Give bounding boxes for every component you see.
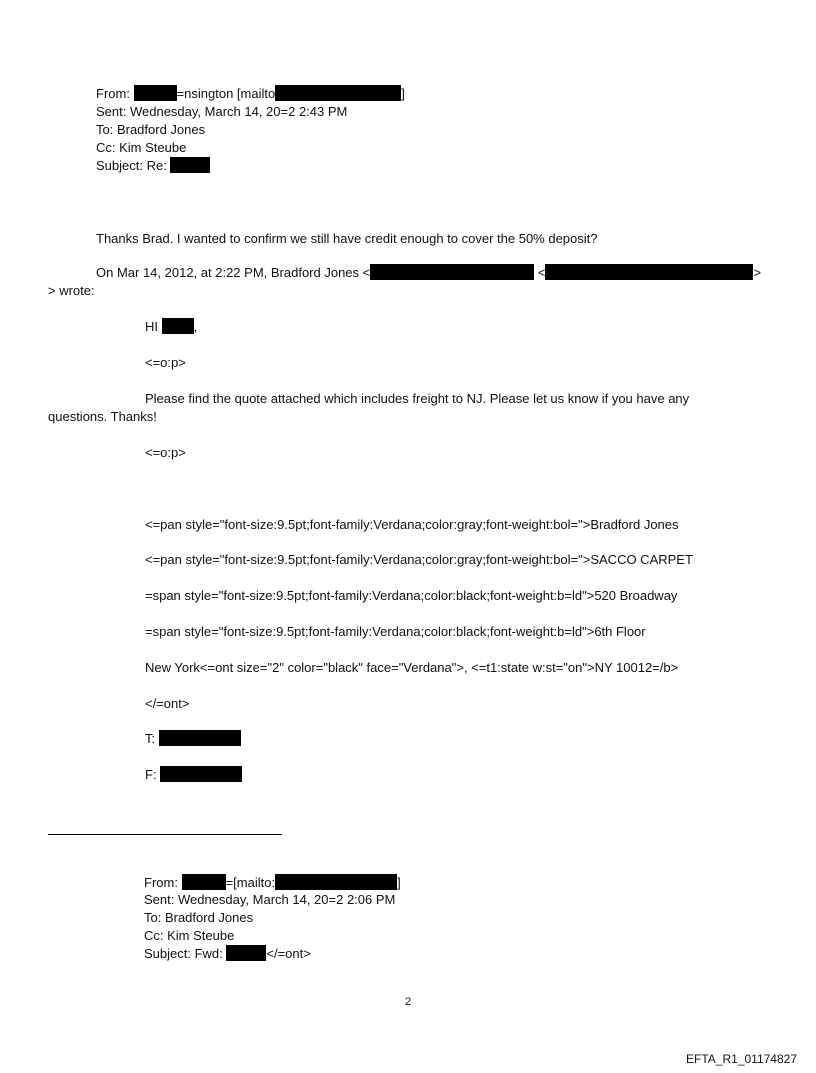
signature-line-2: <=pan style="font-size:9.5pt;font-family:Verdana;color:gray;font-weight:bol=">SACCO CARPET xyxy=(145,552,693,567)
quote-intro-end: > xyxy=(753,265,762,280)
from-end-text: ] xyxy=(401,86,405,101)
from-mailto-text: =nsington [mailto xyxy=(176,86,276,101)
signature-line-6: </=ont> xyxy=(145,696,190,711)
sent-line-2: Sent: Wednesday, March 14, 20=2 2:06 PM xyxy=(144,892,396,907)
from-label: From: xyxy=(96,86,130,101)
cc-line-2: Cc: Kim Steube xyxy=(144,928,235,943)
to-line: To: Bradford Jones xyxy=(96,122,206,137)
redaction-box xyxy=(162,318,194,334)
redaction-box xyxy=(370,264,534,280)
from-line xyxy=(96,85,405,102)
greeting-text: HI xyxy=(145,319,158,334)
from-mailto-text-2: =[mailto: xyxy=(225,875,276,890)
quote-intro-mid: < xyxy=(537,265,546,280)
op-tag-1: <=o:p> xyxy=(145,355,186,370)
redaction-box xyxy=(170,157,210,173)
redaction-box xyxy=(275,874,397,890)
redaction-box xyxy=(182,874,226,890)
body-line-1: Please find the quote attached which includes freight to NJ. Please let us know if you have any xyxy=(145,391,690,406)
signature-line-3: =span style="font-size:9.5pt;font-family:Verdana;color:black;font-weight:b=ld">520 Broadway xyxy=(145,588,678,603)
phone-label: T: xyxy=(145,731,156,746)
quote-intro-prefix: On Mar 14, 2012, at 2:22 PM, Bradford Jones < xyxy=(96,265,371,280)
subject-label: Subject: Re: xyxy=(96,158,167,173)
quote-wrote: > wrote: xyxy=(48,283,95,298)
fax-label: F: xyxy=(145,767,157,782)
page-number: 2 xyxy=(404,996,412,1008)
quote-intro xyxy=(96,264,761,281)
greeting-end: , xyxy=(193,319,198,334)
to-line-2: To: Bradford Jones xyxy=(144,910,254,925)
from-end-text-2: ] xyxy=(397,875,401,890)
from-line-2 xyxy=(144,874,401,891)
redaction-box xyxy=(226,945,266,961)
redaction-box xyxy=(134,85,177,101)
greeting xyxy=(145,318,197,335)
subject-end-2: </=ont> xyxy=(266,946,311,961)
redaction-box xyxy=(545,264,753,280)
subject-line-2 xyxy=(144,945,311,962)
redaction-box xyxy=(159,730,241,746)
body-line-2: questions. Thanks! xyxy=(48,409,157,424)
signature-line-4: =span style="font-size:9.5pt;font-family:Verdana;color:black;font-weight:b=ld">6th Floor xyxy=(145,624,646,639)
subject-line xyxy=(96,157,210,174)
reply-text: Thanks Brad. I wanted to confirm we still have credit enough to cover the 50% deposit? xyxy=(96,231,598,246)
redaction-box xyxy=(160,766,242,782)
bates-number: EFTA_R1_01174827 xyxy=(686,1052,797,1066)
signature-line-5: New York<=ont size="2" color="black" face="Verdana">, <=t1:state w:st="on">NY 10012=/b> xyxy=(145,660,679,675)
cc-line: Cc: Kim Steube xyxy=(96,140,187,155)
separator-rule xyxy=(48,834,282,835)
from-label-2: From: xyxy=(144,875,178,890)
redaction-box xyxy=(275,85,401,101)
signature-line-1: <=pan style="font-size:9.5pt;font-family:Verdana;color:gray;font-weight:bol=">Bradford Jones xyxy=(145,517,679,532)
fax-line xyxy=(145,766,242,783)
phone-line xyxy=(145,730,241,747)
op-tag-2: <=o:p> xyxy=(145,445,186,460)
subject-label-2: Subject: Fwd: xyxy=(144,946,223,961)
sent-line: Sent: Wednesday, March 14, 20=2 2:43 PM xyxy=(96,104,348,119)
